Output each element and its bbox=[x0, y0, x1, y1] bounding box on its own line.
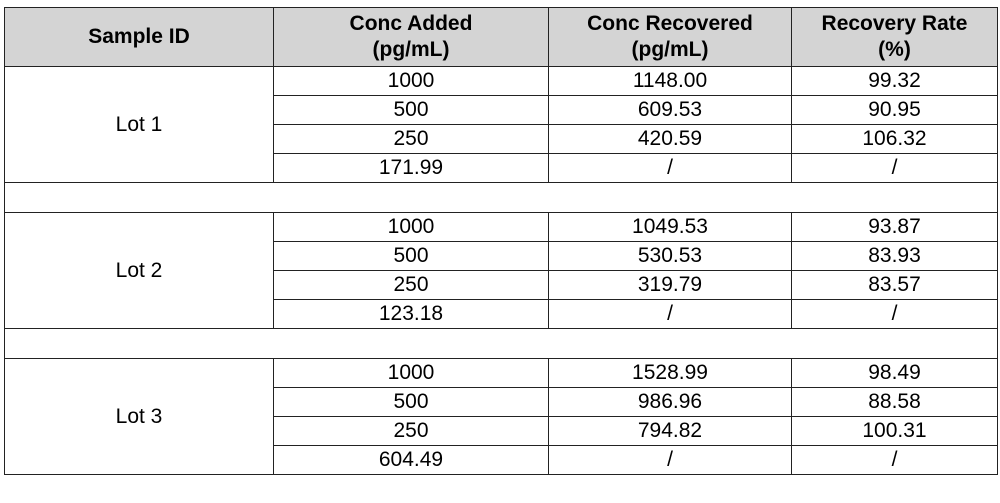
recovery-rate-cell: 83.57 bbox=[792, 271, 998, 300]
header-conc-recovered-label: Conc Recovered bbox=[587, 12, 753, 35]
table-row bbox=[5, 213, 998, 242]
recovery-rate-cell: 83.93 bbox=[792, 242, 998, 271]
recovery-rate-cell: 100.31 bbox=[792, 417, 998, 446]
recovery-table bbox=[4, 7, 998, 475]
recovery-rate-cell: / bbox=[792, 446, 998, 475]
conc-added-cell: 250 bbox=[274, 271, 549, 300]
conc-recovered-cell: 1528.99 bbox=[549, 359, 792, 388]
spacer-row bbox=[5, 183, 998, 213]
recovery-rate-cell: 99.32 bbox=[792, 67, 998, 96]
conc-recovered-cell: / bbox=[549, 300, 792, 329]
header-conc-added-label: Conc Added bbox=[349, 12, 473, 35]
conc-added-cell: 500 bbox=[274, 242, 549, 271]
table-header bbox=[5, 8, 998, 67]
recovery-rate-cell: / bbox=[792, 154, 998, 183]
spacer-cell bbox=[5, 329, 998, 359]
header-recovery-rate-label: Recovery Rate bbox=[821, 12, 968, 35]
conc-added-cell: 123.18 bbox=[274, 300, 549, 329]
conc-added-cell: 500 bbox=[274, 96, 549, 125]
header-conc-added-unit: (pg/mL) bbox=[372, 38, 450, 61]
recovery-rate-cell: 88.58 bbox=[792, 388, 998, 417]
header-recovery-rate-unit: (%) bbox=[878, 38, 911, 61]
header-conc-recovered-unit: (pg/mL) bbox=[631, 38, 709, 61]
spacer-row bbox=[5, 329, 998, 359]
conc-added-cell: 250 bbox=[274, 417, 549, 446]
table-body bbox=[5, 67, 998, 475]
header-sample-id bbox=[5, 8, 274, 67]
recovery-rate-cell: 106.32 bbox=[792, 125, 998, 154]
conc-added-cell: 1000 bbox=[274, 359, 549, 388]
recovery-rate-cell: 90.95 bbox=[792, 96, 998, 125]
recovery-rate-cell: 98.49 bbox=[792, 359, 998, 388]
sample-id-cell: Lot 2 bbox=[5, 213, 274, 329]
sample-id-cell: Lot 1 bbox=[5, 67, 274, 183]
recovery-rate-cell: 93.87 bbox=[792, 213, 998, 242]
conc-added-cell: 1000 bbox=[274, 67, 549, 96]
conc-recovered-cell: 986.96 bbox=[549, 388, 792, 417]
conc-recovered-cell: / bbox=[549, 154, 792, 183]
conc-added-cell: 250 bbox=[274, 125, 549, 154]
sample-id-cell: Lot 3 bbox=[5, 359, 274, 475]
conc-recovered-cell: 609.53 bbox=[549, 96, 792, 125]
table-row bbox=[5, 67, 998, 96]
header-sample-id-label: Sample ID bbox=[88, 25, 190, 48]
conc-recovered-cell: / bbox=[549, 446, 792, 475]
conc-recovered-cell: 1049.53 bbox=[549, 213, 792, 242]
header-conc-recovered bbox=[549, 8, 792, 67]
header-row bbox=[5, 8, 998, 67]
conc-added-cell: 604.49 bbox=[274, 446, 549, 475]
header-recovery-rate bbox=[792, 8, 998, 67]
table-row bbox=[5, 359, 998, 388]
conc-recovered-cell: 794.82 bbox=[549, 417, 792, 446]
conc-recovered-cell: 1148.00 bbox=[549, 67, 792, 96]
conc-added-cell: 171.99 bbox=[274, 154, 549, 183]
conc-recovered-cell: 420.59 bbox=[549, 125, 792, 154]
conc-added-cell: 500 bbox=[274, 388, 549, 417]
header-conc-added bbox=[274, 8, 549, 67]
conc-recovered-cell: 530.53 bbox=[549, 242, 792, 271]
recovery-rate-cell: / bbox=[792, 300, 998, 329]
conc-added-cell: 1000 bbox=[274, 213, 549, 242]
spacer-cell bbox=[5, 183, 998, 213]
conc-recovered-cell: 319.79 bbox=[549, 271, 792, 300]
